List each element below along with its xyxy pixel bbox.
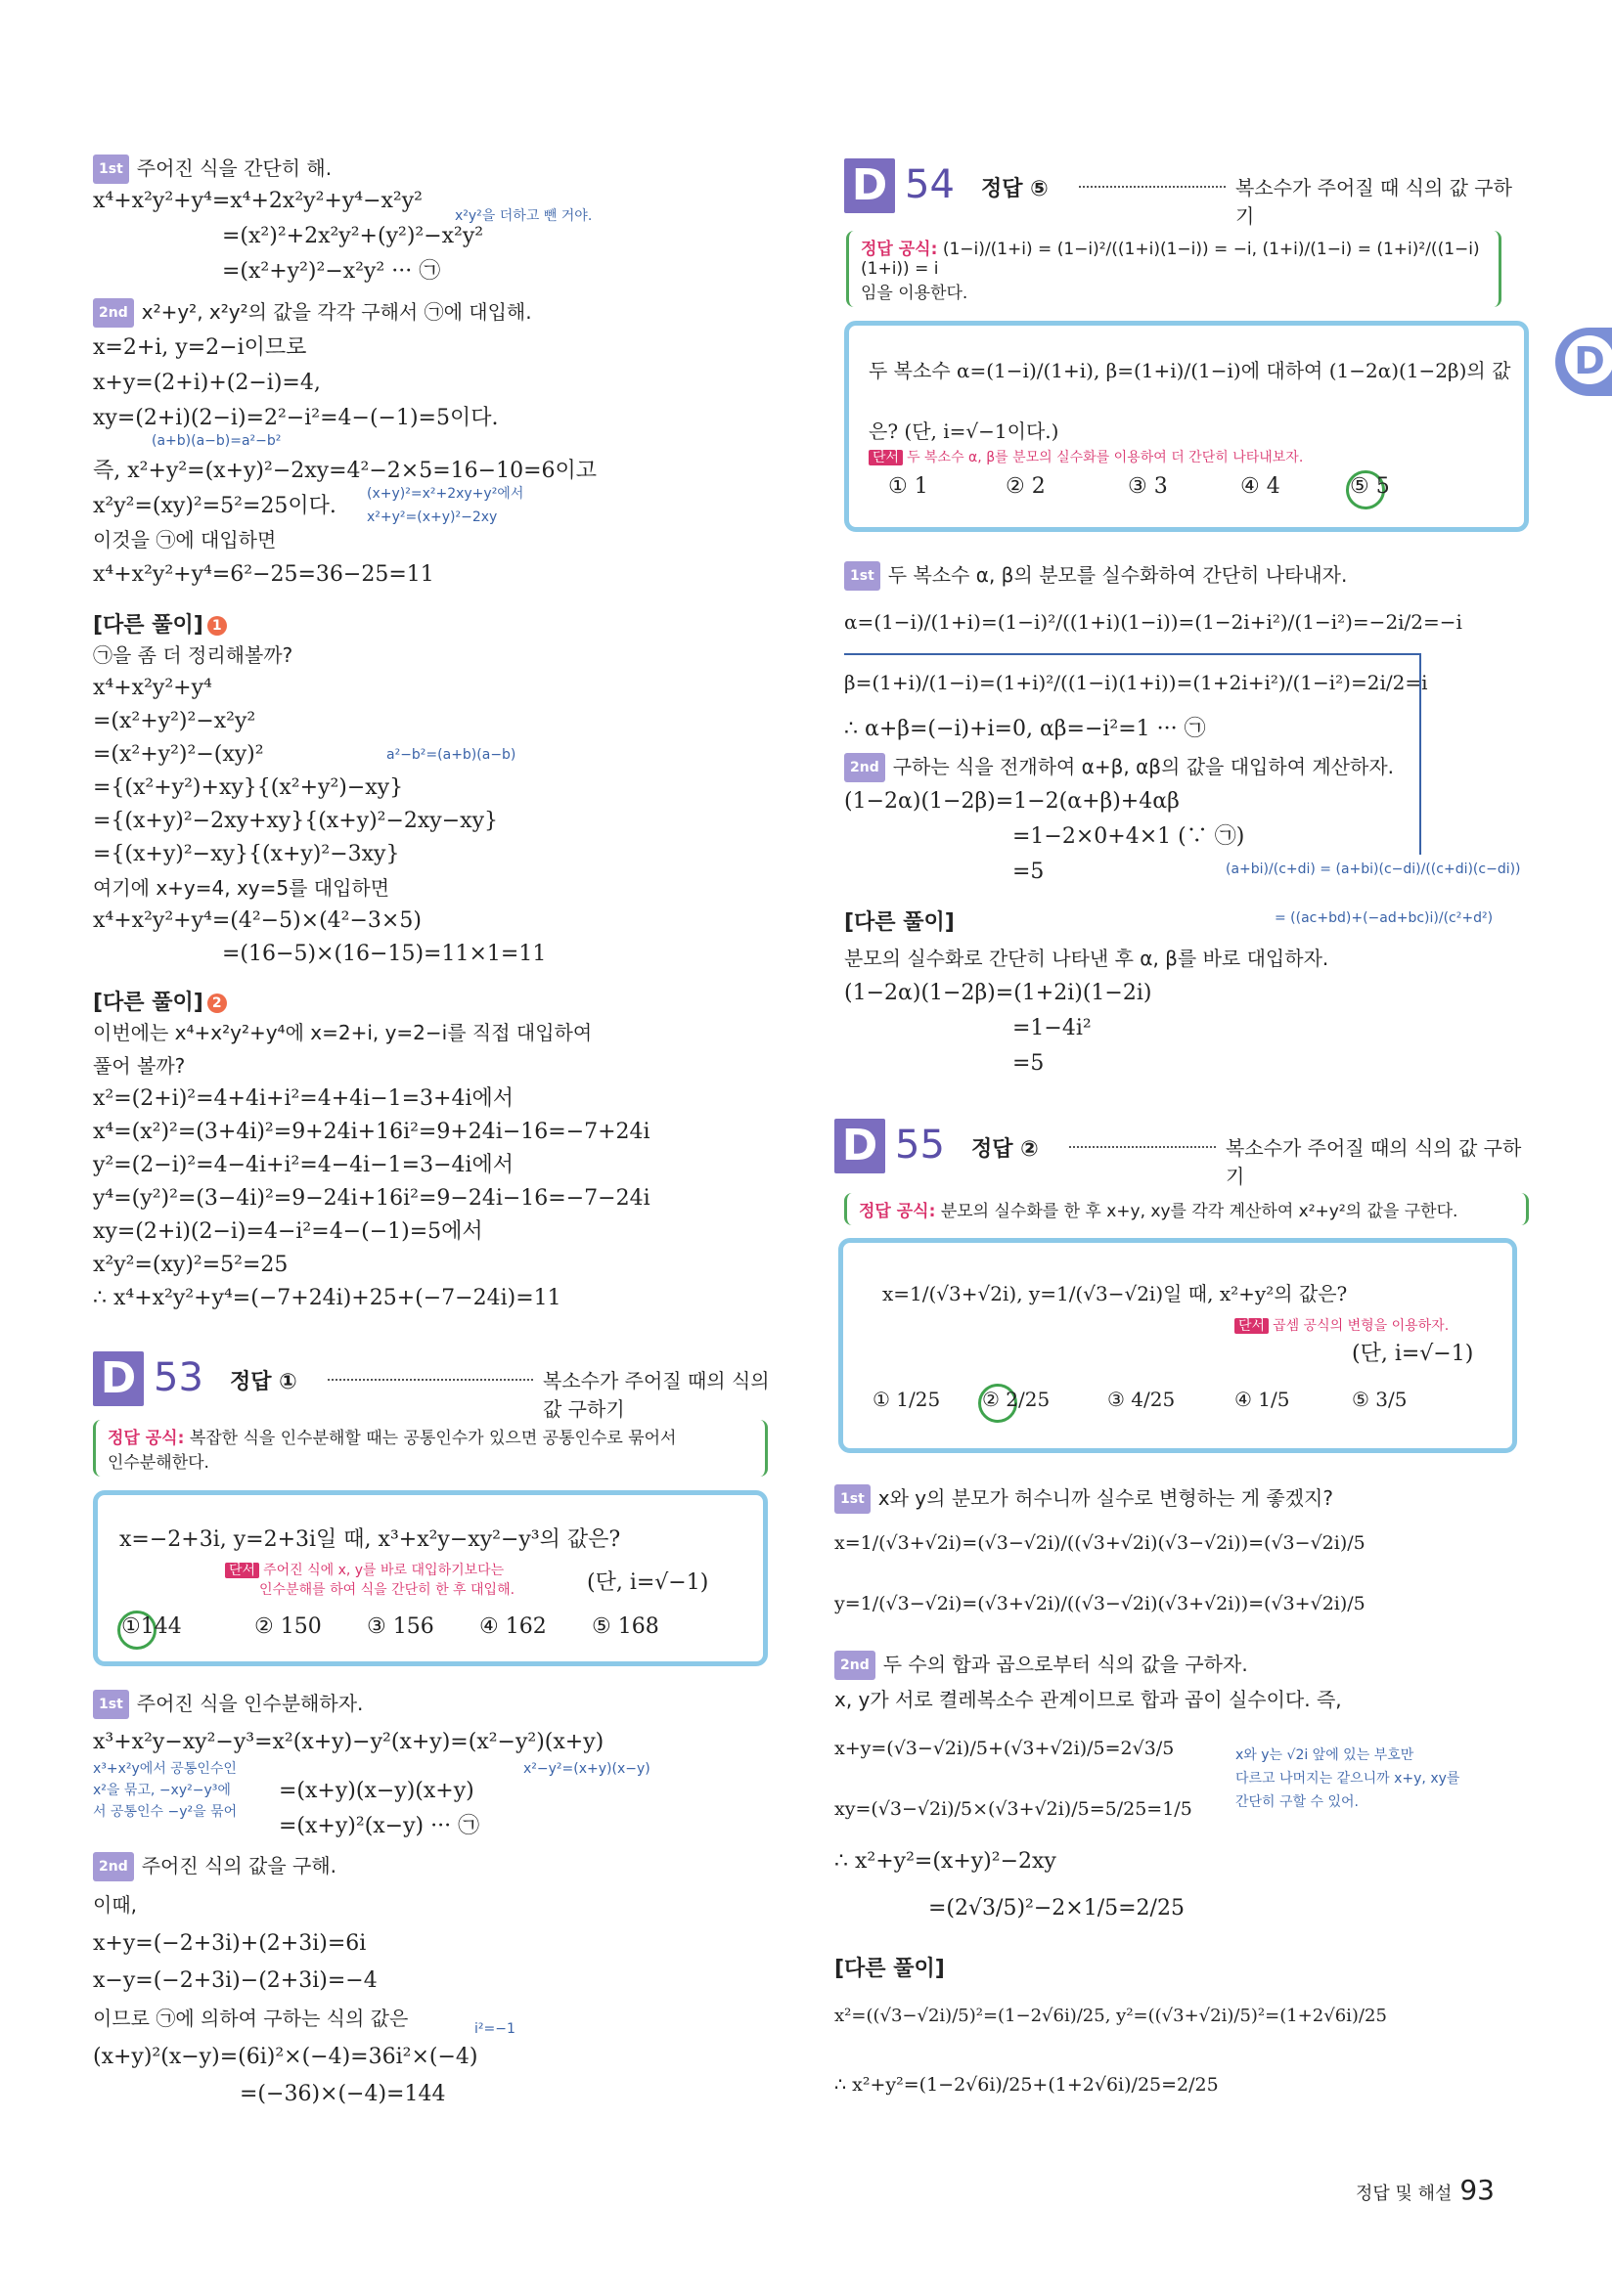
math-line: x²y²=(xy)²=5²=25: [93, 1253, 289, 1277]
problem-letter: D: [844, 158, 895, 213]
annotation: x²을 묶고, −xy²−y³에: [93, 1783, 231, 1798]
question-box: [838, 1238, 1517, 1453]
choice-1[interactable]: ① 1: [888, 474, 928, 499]
hint: 인수분해를 하여 식을 간단히 한 후 대입해.: [259, 1582, 515, 1598]
math-line: xy=(√3−√2i)/5×(√3+√2i)/5=5/25=1/5: [834, 1798, 1192, 1820]
text-line: 여기에 x+y=4, xy=5를 대입하면: [93, 876, 390, 900]
math-line: (1−2α)(1−2β)=1−2(α+β)+4αβ: [844, 789, 1180, 814]
annotation: (a+b)(a−b)=a²−b²: [152, 433, 282, 449]
connector-line: [844, 653, 1421, 655]
annotation: = ((ac+bd)+(−ad+bc)i)/(c²+d²): [1275, 910, 1494, 926]
problem-topic: 복소수가 주어질 때 식의 값 구하기: [1235, 176, 1512, 228]
alt-solution-heading: [다른 풀이] 2: [93, 986, 227, 1016]
annotation: (a+bi)/(c+di) = (a+bi)(c−di)/((c+di)(c−di)): [1226, 861, 1521, 877]
problem-letter: D: [93, 1351, 144, 1406]
math-line: x³+x²y−xy²−y³=x²(x+y)−y²(x+y)=(x²−y²)(x+y): [93, 1730, 604, 1754]
math-line: =(x²+y²)²−x²y²: [93, 709, 256, 733]
math-line: β=(1+i)/(1−i)=(1+i)²/((1−i)(1+i))=(1+2i+i²)/(1−i²)=2i/2=i: [844, 671, 1428, 694]
math-line: x²y²=(xy)²=5²=25이다.: [93, 494, 336, 518]
math-line: ={(x+y)²−xy}{(x+y)²−3xy}: [93, 842, 400, 866]
math-line: =(x+y)(x−y)(x+y): [279, 1779, 474, 1803]
math-line: x²=((√3−√2i)/5)²=(1−2√6i)/25, y²=((√3+√2i)/5)²=(1+2√6i)/25: [834, 2006, 1387, 2026]
choice-3[interactable]: ③ 3: [1128, 474, 1168, 499]
chapter-side-tab[interactable]: [1555, 328, 1612, 396]
choice-1[interactable]: ①144: [121, 1614, 182, 1639]
step-badge: 2nd: [844, 753, 885, 782]
math-line: x+y=(2+i)+(2−i)=4,: [93, 371, 321, 395]
leader-dots: [1069, 1146, 1216, 1148]
math-line: (1−2α)(1−2β)=(1+2i)(1−2i): [844, 981, 1152, 1005]
choice-2[interactable]: ② 150: [254, 1614, 322, 1639]
step-badge: 1st: [93, 155, 129, 184]
annotation: 서 공통인수 −y²을 묶어: [93, 1804, 238, 1820]
math-line: ∴ x²+y²=(1−2√6i)/25+(1+2√6i)/25=2/25: [834, 2074, 1219, 2096]
math-line: =1−2×0+4×1 (∵ ㉠): [1012, 824, 1245, 849]
page-number: 93: [1459, 2174, 1495, 2206]
math-line: ={(x²+y²)+xy}{(x²+y²)−xy}: [93, 775, 404, 800]
math-line: =(x²+y²)²−x²y² ··· ㉠: [222, 259, 441, 284]
step-2-heading: 2nd 구하는 식을 전개하여 α+β, αβ의 값을 대입하여 계산하자.: [844, 753, 1394, 782]
text-line: 이것을 ㉠에 대입하면: [93, 528, 277, 552]
step-badge: 2nd: [93, 298, 134, 328]
math-line: x=1/(√3+√2i)=(√3−√2i)/((√3+√2i)(√3−√2i))=(√3−√2i)/5: [834, 1532, 1366, 1554]
hint: 단서 두 복소수 α, β를 분모의 실수화를 이용하여 더 간단히 나타내보자.: [869, 449, 1303, 466]
choice-3[interactable]: ③ 4/25: [1107, 1388, 1176, 1411]
connector-line: [1419, 653, 1421, 855]
text-line: ㉠을 좀 더 정리해볼까?: [93, 643, 293, 667]
answer-label: 정답 ⑤: [981, 177, 1049, 201]
question-box: [844, 321, 1529, 532]
problem-letter: D: [834, 1119, 885, 1173]
alt-solution-heading: [다른 풀이] 1: [93, 608, 227, 639]
math-line: =(2√3/5)²−2×1/5=2/25: [928, 1896, 1185, 1921]
question-text: x=−2+3i, y=2+3i일 때, x³+x²y−xy²−y³의 값은?: [119, 1527, 621, 1552]
annotation: x²−y²=(x+y)(x−y): [523, 1761, 650, 1777]
hint: 단서 주어진 식에 x, y를 바로 대입하기보다는: [225, 1562, 504, 1579]
condition: (단, i=√−1): [1352, 1342, 1474, 1366]
text-line: 이므로 ㉠에 의하여 구하는 식의 값은: [93, 2007, 409, 2030]
question-text: 은? (단, i=√−1이다.): [869, 419, 1059, 443]
leader-dots: [328, 1379, 533, 1381]
math-line: =(16−5)×(16−15)=11×1=11: [222, 942, 547, 966]
leader-dots: [1079, 186, 1226, 188]
math-line: =1−4i²: [1012, 1016, 1092, 1040]
choice-2[interactable]: ② 2: [1006, 474, 1046, 499]
math-line: x⁴+x²y²+y⁴: [93, 676, 212, 700]
step-1-heading: 1st 두 복소수 α, β의 분모를 실수화하여 간단히 나타내자.: [844, 561, 1347, 591]
step-badge: 2nd: [834, 1651, 875, 1680]
annotation: a²−b²=(a+b)(a−b): [386, 747, 516, 763]
alt-number-badge: 1: [207, 616, 227, 636]
annotation: i²=−1: [474, 2021, 515, 2037]
math-line: x⁴+x²y²+y⁴=6²−25=36−25=11: [93, 562, 434, 587]
text-line: 이때,: [93, 1893, 137, 1917]
question-box: [93, 1490, 768, 1666]
annotation: 간단히 구할 수 있어.: [1235, 1794, 1359, 1810]
choice-5[interactable]: ⑤ 5: [1350, 474, 1390, 499]
math-line: =5: [1012, 860, 1045, 884]
step-badge: 2nd: [93, 1852, 134, 1881]
annotation: (x+y)²=x²+2xy+y²에서: [367, 486, 524, 502]
annotation: 다르고 나머지는 같으니까 x+y, xy를: [1235, 1771, 1460, 1787]
math-line: x+y=(√3−√2i)/5+(√3+√2i)/5=2√3/5: [834, 1738, 1175, 1759]
math-line: ∴ x⁴+x²y²+y⁴=(−7+24i)+25+(−7−24i)=11: [93, 1286, 561, 1310]
problem-topic: 복소수가 주어질 때의 식의 값 구하기: [543, 1369, 770, 1421]
step-1-heading: 1st 주어진 식을 인수분해하자.: [93, 1690, 363, 1719]
chapter-letter: D: [1565, 335, 1612, 384]
problem-header-d55: [834, 1119, 1529, 1188]
annotation: x³+x²y에서 공통인수인: [93, 1761, 237, 1777]
step-2-heading: 2nd 두 수의 합과 곱으로부터 식의 값을 구하자.: [834, 1651, 1248, 1680]
math-line: =(−36)×(−4)=144: [240, 2082, 446, 2106]
annotation: x와 y는 √2i 앞에 있는 부호만: [1235, 1747, 1414, 1763]
text-line: 분모의 실수화로 간단히 나타낸 후 α, β를 바로 대입하자.: [844, 947, 1329, 970]
math-line: x⁴=(x²)²=(3+4i)²=9+24i+16i²=9+24i−16=−7+24i: [93, 1120, 650, 1144]
math-line: =(x+y)²(x−y) ··· ㉠: [279, 1814, 480, 1838]
math-line: ∴ α+β=(−i)+i=0, αβ=−i²=1 ··· ㉠: [844, 717, 1206, 741]
problem-header-d54: [844, 158, 1529, 228]
math-line: x⁴+x²y²+y⁴=x⁴+2x²y²+y⁴−x²y²: [93, 189, 423, 213]
math-line: y²=(2−i)²=4−4i+i²=4−4i−1=3−4i에서: [93, 1153, 515, 1177]
math-line: (x+y)²(x−y)=(6i)²×(−4)=36i²×(−4): [93, 2045, 478, 2069]
answer-label: 정답 ②: [971, 1137, 1039, 1162]
math-line: xy=(2+i)(2−i)=4−i²=4−(−1)=5에서: [93, 1219, 483, 1244]
choice-5[interactable]: ⑤ 3/5: [1352, 1388, 1408, 1411]
text-line: 이번에는 x⁴+x²y²+y⁴에 x=2+i, y=2−i를 직접 대입하여: [93, 1021, 593, 1044]
problem-header-d53: [93, 1351, 778, 1421]
condition: (단, i=√−1): [587, 1570, 709, 1595]
step-badge: 1st: [93, 1690, 129, 1719]
choice-3[interactable]: ③ 156: [367, 1614, 434, 1639]
formula-box: 정답 공식: (1−i)/(1+i) = (1−i)²/((1+i)(1−i)) = −i, (1+i)/(1−i) = (1+i)²/((1−i)(1+i)) = i 임을 이용한다.: [846, 231, 1501, 307]
choice-2[interactable]: ② 2/25: [982, 1388, 1051, 1411]
choice-1[interactable]: ① 1/25: [873, 1388, 941, 1411]
math-line: 즉, x²+y²=(x+y)²−2xy=4²−2×5=16−10=6이고: [93, 459, 598, 483]
step-2-heading: 2nd 주어진 식의 값을 구해.: [93, 1852, 336, 1881]
math-line: ∴ x²+y²=(x+y)²−2xy: [834, 1849, 1056, 1874]
step-badge: 1st: [844, 561, 880, 591]
text-line: 풀어 볼까?: [93, 1054, 186, 1078]
choice-4[interactable]: ④ 162: [479, 1614, 547, 1639]
footer-label: 정답 및 해설: [1355, 2184, 1453, 2204]
hint: 단서 곱셈 공식의 변형을 이용하자.: [1234, 1317, 1449, 1335]
alt-solution-heading: [다른 풀이]: [834, 1957, 945, 1981]
formula-box: 정답 공식: 분모의 실수화를 한 후 x+y, xy를 각각 계산하여 x²+y²의 값을 구한다.: [844, 1193, 1529, 1225]
math-line: =(x²)²+2x²y²+(y²)²−x²y²: [222, 224, 484, 248]
text-line: x, y가 서로 켤레복소수 관계이므로 합과 곱이 실수이다. 즉,: [834, 1688, 1342, 1711]
choice-4[interactable]: ④ 1/5: [1234, 1388, 1290, 1411]
question-text: 두 복소수 α=(1−i)/(1+i), β=(1+i)/(1−i)에 대하여 (1−2α)(1−2β)의 값: [869, 359, 1511, 382]
math-line: α=(1−i)/(1+i)=(1−i)²/((1+i)(1−i))=(1−2i+i²)/(1−i²)=−2i/2=−i: [844, 610, 1462, 634]
formula-box: 정답 공식: 복잡한 식을 인수분해할 때는 공통인수가 있으면 공통인수로 묶어서 인수분해한다.: [93, 1420, 768, 1477]
alt-solution-heading: [다른 풀이]: [844, 910, 955, 935]
step-1-heading: 1st 주어진 식을 간단히 해.: [93, 155, 332, 184]
alt-number-badge: 2: [207, 993, 227, 1013]
problem-number: 53: [154, 1355, 203, 1400]
math-line: xy=(2+i)(2−i)=2²−i²=4−(−1)=5이다.: [93, 406, 499, 430]
step-badge: 1st: [834, 1484, 871, 1514]
math-line: =(x²+y²)²−(xy)²: [93, 742, 264, 767]
step-2-heading: 2nd x²+y², x²y²의 값을 각각 구해서 ㉠에 대입해.: [93, 298, 532, 328]
page-footer: [1356, 2174, 1495, 2206]
math-line: x+y=(−2+3i)+(2+3i)=6i: [93, 1931, 367, 1956]
problem-number: 55: [895, 1123, 945, 1168]
math-line: x²=(2+i)²=4+4i+i²=4+4i−1=3+4i에서: [93, 1086, 515, 1111]
choice-4[interactable]: ④ 4: [1240, 474, 1280, 499]
math-line: =5: [1012, 1051, 1045, 1076]
annotation: x²y²을 더하고 뺀 거야.: [455, 208, 593, 224]
math-line: x−y=(−2+3i)−(2+3i)=−4: [93, 1968, 378, 1993]
math-line: ={(x+y)²−2xy+xy}{(x+y)²−2xy−xy}: [93, 809, 499, 833]
math-line: x⁴+x²y²+y⁴=(4²−5)×(4²−3×5): [93, 908, 422, 933]
choice-5[interactable]: ⑤ 168: [592, 1614, 659, 1639]
math-line: x=2+i, y=2−i이므로: [93, 335, 307, 360]
math-line: y⁴=(y²)²=(3−4i)²=9−24i+16i²=9−24i−16=−7−24i: [93, 1186, 650, 1211]
answer-label: 정답 ①: [230, 1370, 297, 1394]
step-1-heading: 1st x와 y의 분모가 허수니까 실수로 변형하는 게 좋겠지?: [834, 1484, 1333, 1514]
annotation: x²+y²=(x+y)²−2xy: [367, 509, 498, 525]
math-line: y=1/(√3−√2i)=(√3+√2i)/((√3−√2i)(√3+√2i))=(√3+√2i)/5: [834, 1593, 1366, 1614]
question-text: x=1/(√3+√2i), y=1/(√3−√2i)일 때, x²+y²의 값은?: [882, 1282, 1348, 1305]
problem-number: 54: [905, 162, 955, 207]
problem-topic: 복소수가 주어질 때의 식의 값 구하기: [1226, 1136, 1522, 1188]
